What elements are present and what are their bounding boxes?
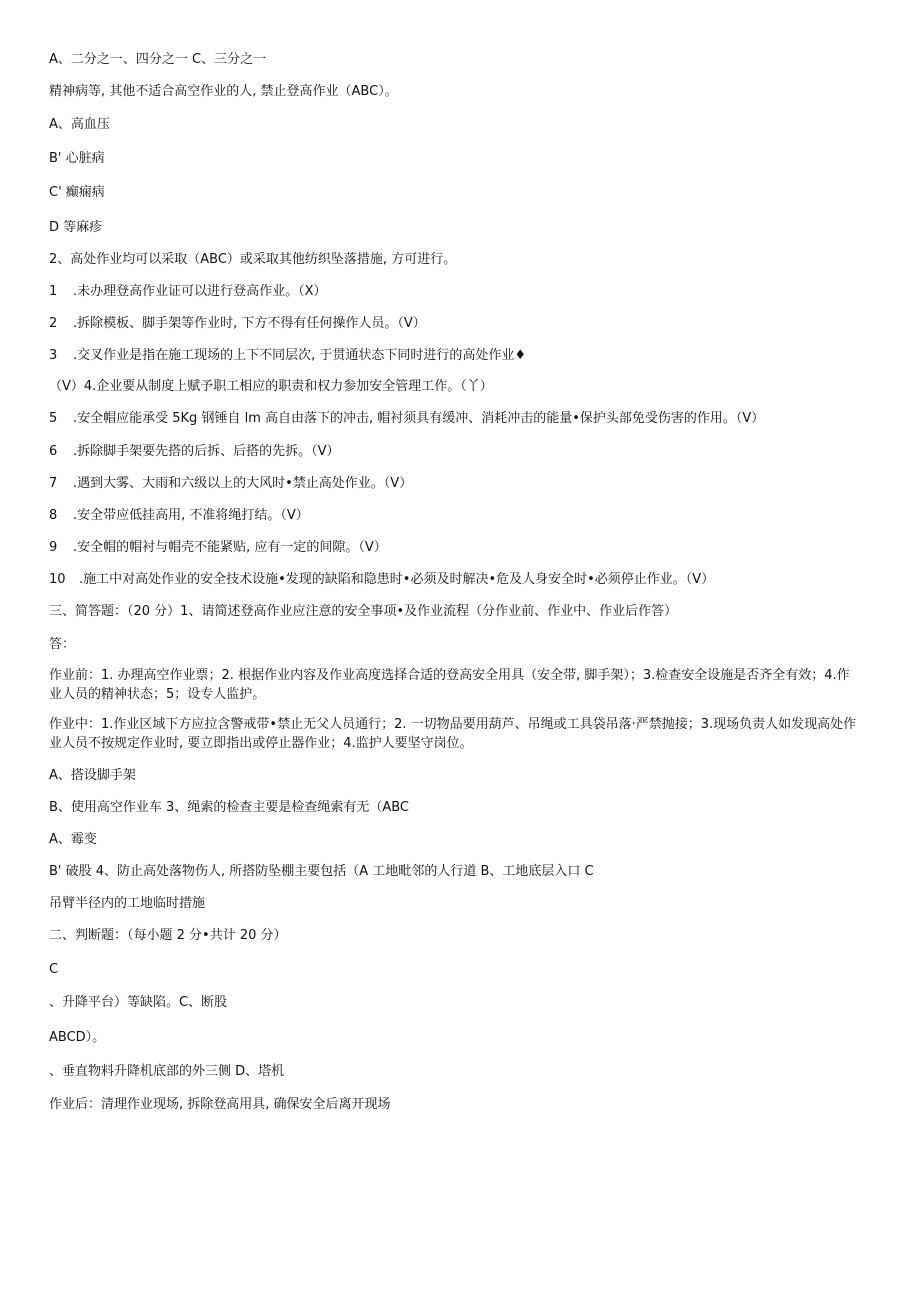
option-a: A、霉变 (49, 832, 97, 847)
answer-paragraph: 作业中：1.作业区域下方应拉含警戒带•禁止无父人员通行；2. 一切物品要用葫芦、吊绳或工具袋吊落·严禁抛接；3.现场负责人如发现高处作业人员不按规定作业时, 要立即指出或停止器作业；4.监护人要坚守岗位。 (49, 717, 857, 751)
judgement-item (49, 409, 859, 428)
item-text: .安全帽应能承受 5Kg 钢锤自 lm 高自由落下的冲击, 帽衬须具有缓冲、消耗冲击的能量•保护头部免受伤害的作用。（V） (73, 411, 765, 426)
option-a: A、搭设脚手架 (49, 768, 136, 783)
option-d: D 等麻疹 (49, 220, 103, 235)
text-line: 、垂直物料升降机底部的外三侧 D、塔机 (49, 1064, 285, 1079)
item-text: .安全帽的帽衬与帽壳不能紧贴, 应有一定的间隙。（V） (73, 540, 387, 555)
item-number: 8 (49, 508, 58, 523)
text-line: 、升降平台）等缺陷。C、断股 (49, 995, 228, 1010)
text-line: B' 破股 4、防止高处落物伤人, 所搭防坠棚主要包括（A 工地毗邻的人行道 B、工地底层入口 C (49, 864, 594, 879)
item-text: .安全带应低挂高用, 不准将绳打结。（V） (73, 508, 309, 523)
section-heading: 三、简答题：（20 分）1、请简述登高作业应注意的安全事项•及作业流程（分作业前、作业中、作业后作答） (49, 604, 678, 619)
answer-paragraph: 作业前：1. 办理高空作业票；2. 根据作业内容及作业高度选择合适的登高安全用具（安全带, 脚手架）；3.检查安全设施是否齐全有效；4.作业人员的精神状态；5；设专人监护。 (49, 668, 850, 702)
judgement-item (49, 442, 859, 461)
item-number: 5 (49, 411, 58, 426)
text-line: 吊臂半径内的工地临时措施 (49, 896, 206, 911)
answer-label: 答： (49, 637, 76, 652)
item-text: .拆除模板、脚手架等作业时, 下方不得有任何操作人员。（V） (73, 316, 426, 331)
item-text: .施工中对高处作业的安全技术设施•发现的缺陷和隐患时•必须及时解决•危及人身安全时•必须停止作业。（V） (79, 572, 715, 587)
item-text: .遇到大雾、大雨和六级以上的大风时•禁止高处作业。（V） (73, 476, 413, 491)
judgement-item (49, 506, 859, 525)
item-number: 9 (49, 540, 58, 555)
item-text: .交叉作业是指在施工现场的上下不同层次, 于贯通状态下同时进行的高处作业♦ (73, 348, 527, 363)
item-number: 3 (49, 348, 58, 363)
text-line: （V）4.企业要从制度上赋予职工相应的职责和权力参加安全管理工作。（丫） (49, 379, 493, 394)
item-number: 1 (49, 284, 58, 299)
option-a: A、高血压 (49, 117, 110, 132)
text-line: ABCD）。 (49, 1030, 106, 1045)
option-b: B' 心脏病 (49, 151, 105, 166)
item-number: 7 (49, 476, 58, 491)
item-text: .未办理登高作业证可以进行登高作业。（X） (73, 284, 327, 299)
text-line: C (49, 962, 59, 977)
option-c: C' 癫痫病 (49, 185, 105, 200)
item-number: 2 (49, 316, 58, 331)
item-number: 6 (49, 444, 58, 459)
item-text: .拆除脚手架要先搭的后拆、后搭的先拆。（V） (73, 444, 340, 459)
judgement-item (49, 474, 859, 493)
text-line: 精神病等, 其他不适合高空作业的人, 禁止登高作业（ABC）。 (49, 84, 398, 99)
item-number: 10 (49, 572, 66, 587)
judgement-item (49, 346, 859, 365)
judgement-item (49, 538, 859, 557)
text-line: B、使用高空作业车 3、绳索的检查主要是检查绳索有无（ABC (49, 800, 409, 815)
text-line: A、二分之一、四分之一 C、三分之一 (49, 52, 267, 67)
answer-paragraph: 作业后：清理作业现场, 拆除登高用具, 确保安全后离开现场 (49, 1097, 391, 1112)
judgement-item (49, 314, 859, 333)
question-line: 2、高处作业均可以采取（ABC）或采取其他纺织坠落措施, 方可进行。 (49, 252, 457, 267)
judgement-item (49, 282, 859, 301)
section-heading: 二、判断题：（每小题 2 分•共计 20 分） (49, 928, 287, 943)
judgement-item (49, 570, 859, 589)
